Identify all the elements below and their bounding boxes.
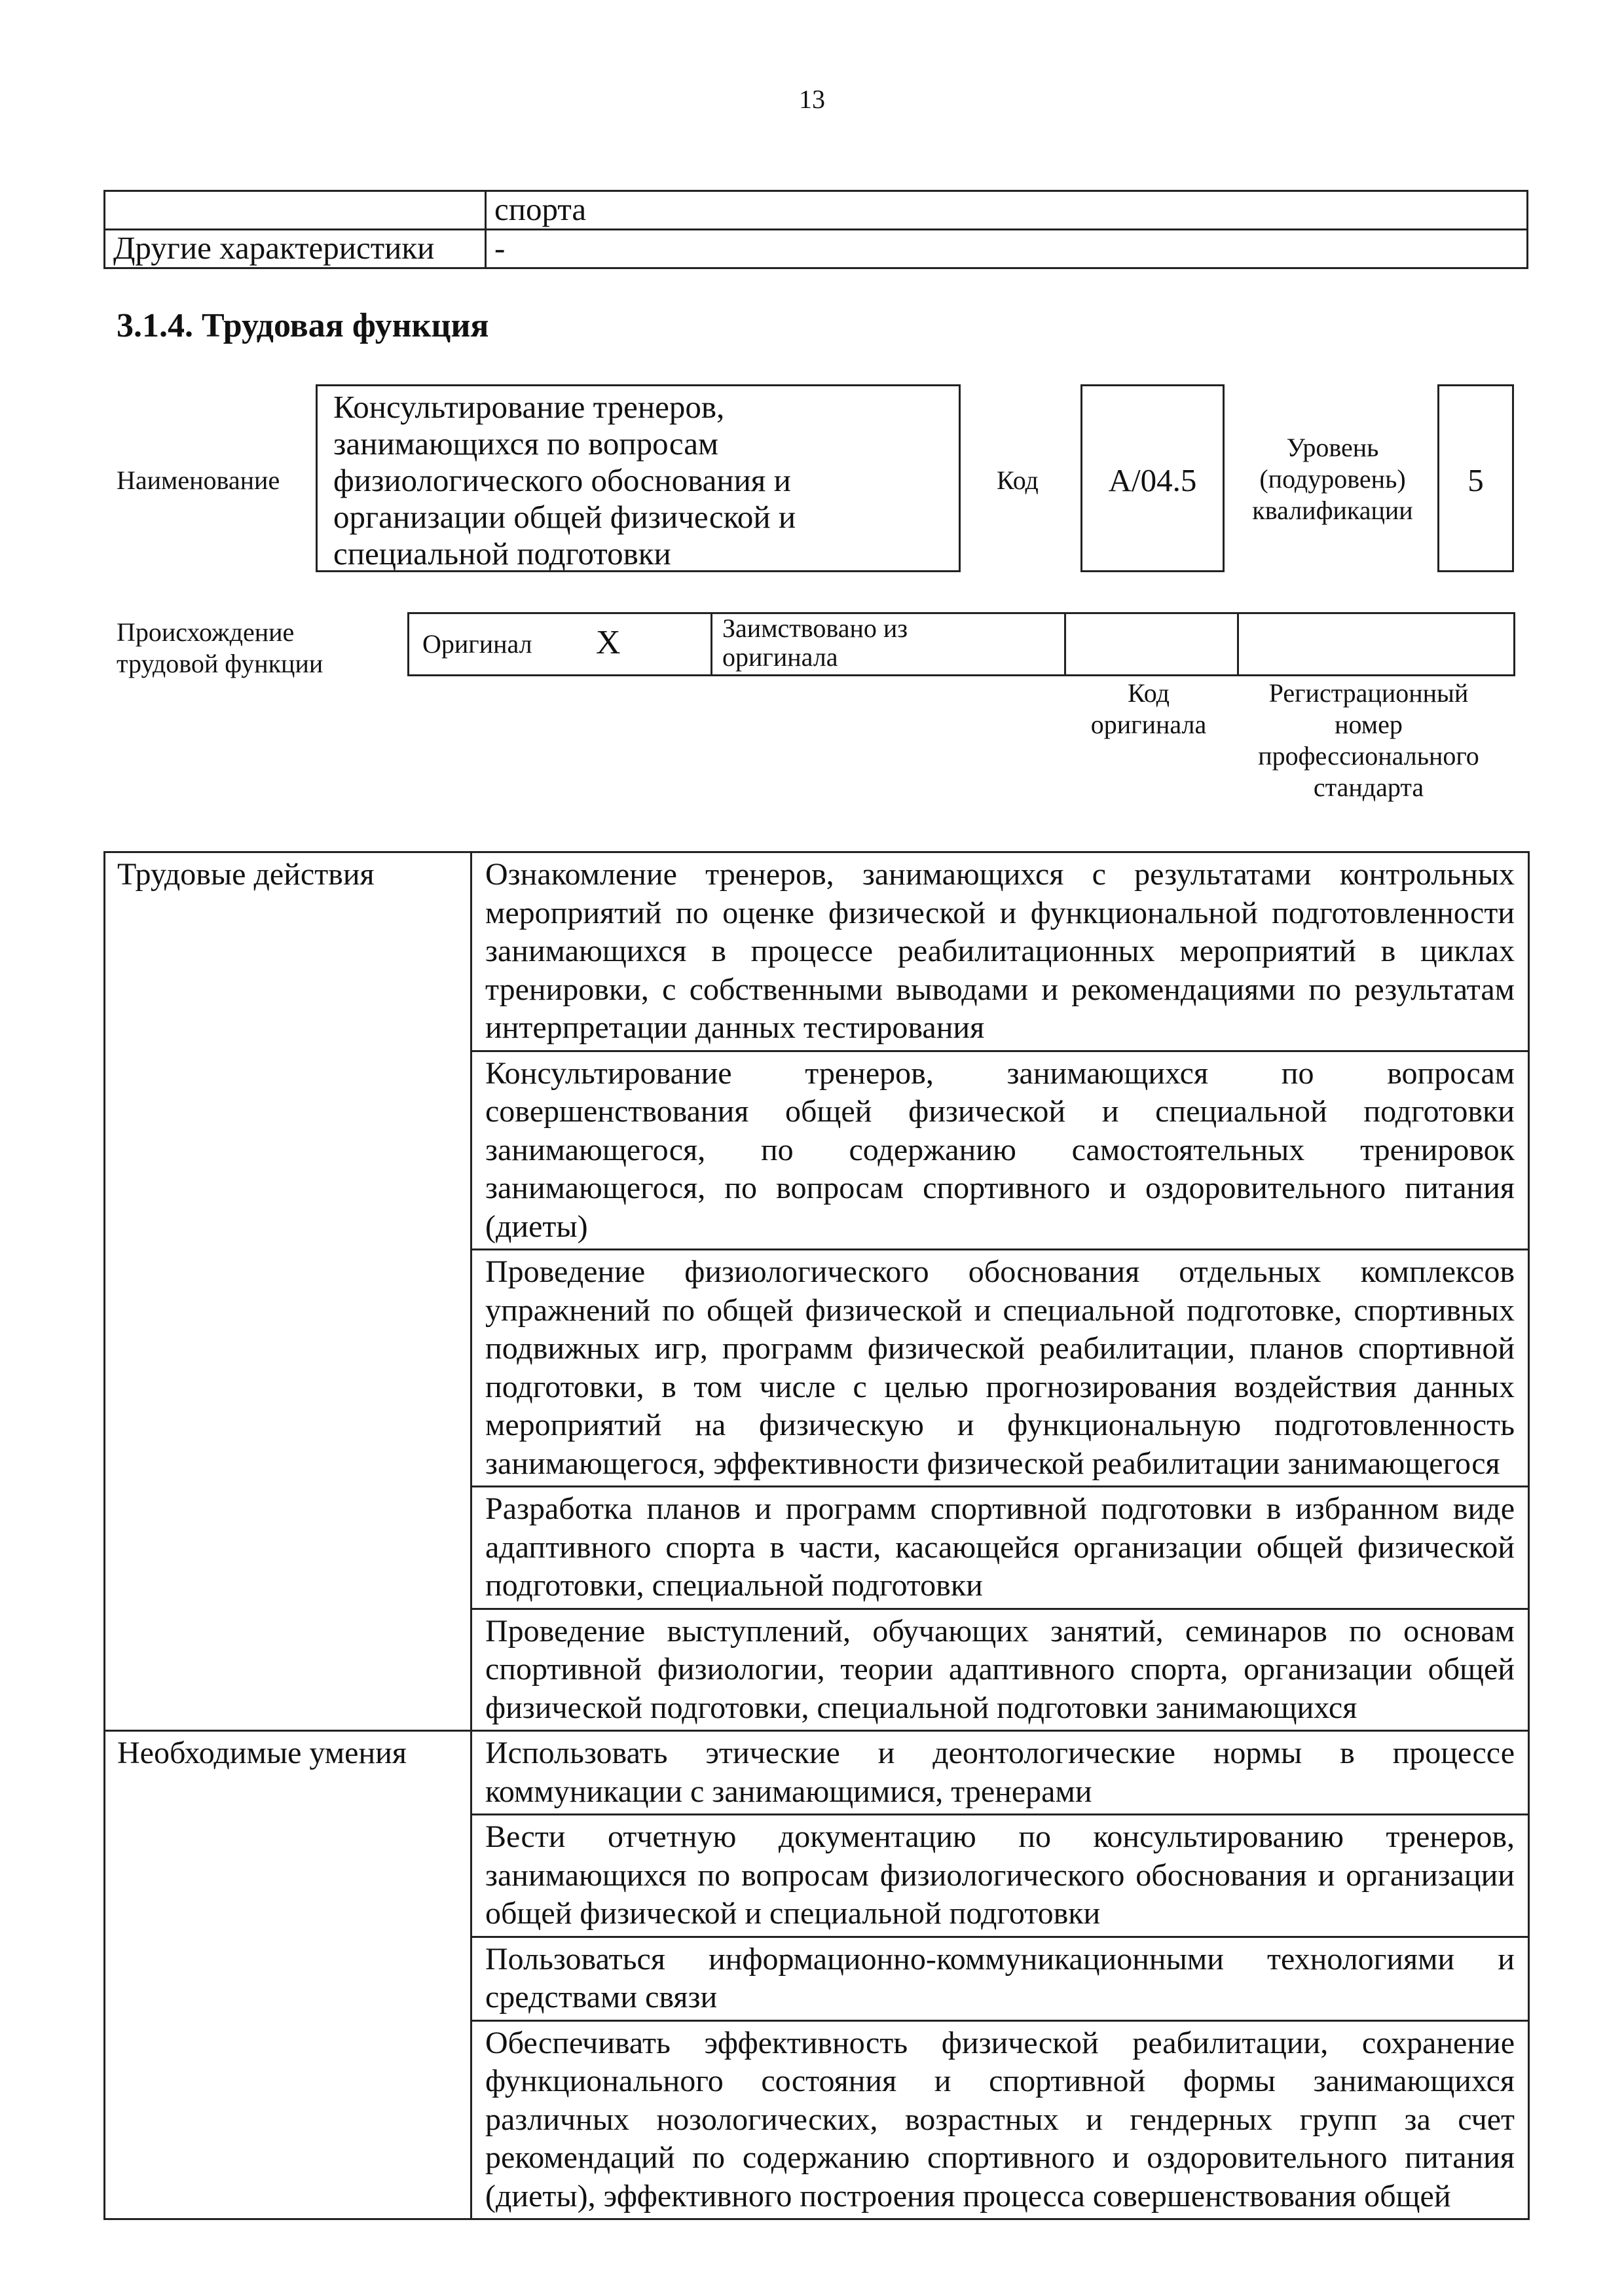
level-value: 5 bbox=[1467, 462, 1484, 498]
divider bbox=[1064, 614, 1066, 674]
code-value-box bbox=[1080, 384, 1225, 572]
labor-function-table bbox=[103, 851, 1530, 2220]
row1-value: спорта bbox=[486, 191, 1528, 230]
table-row bbox=[105, 852, 1529, 1051]
level-value-box bbox=[1437, 384, 1514, 572]
list-item: Обеспечивать эффективность физической реабилитации, сохранение функционального состояния и спортивной формы занимающихся различных нозологических, возрастных и гендерных групп за счет рекомендаций по содержанию спортивного и оздоровительного питания (диеты), эффективного построения процесса совершенствования общей bbox=[471, 2020, 1529, 2219]
table-row bbox=[105, 230, 1528, 268]
caption-original-code: Код оригинала bbox=[1090, 678, 1207, 739]
characteristics-table bbox=[103, 190, 1528, 269]
list-item: Вести отчетную документацию по консультированию тренеров, занимающихся по вопросам физиологического обоснования и организации общей физической и специальной подготовки bbox=[471, 1815, 1529, 1937]
other-characteristics-value: - bbox=[486, 230, 1528, 268]
list-item: Пользоваться информационно-коммуникационными технологиями и средствами связи bbox=[471, 1937, 1529, 2020]
section-title: 3.1.4. Трудовая функция bbox=[117, 307, 489, 344]
divider bbox=[710, 614, 712, 674]
code-value: А/04.5 bbox=[1108, 462, 1197, 498]
name-line: Консультирование тренеров, bbox=[333, 389, 725, 425]
borrowed-label: Заимствовано из оригинала bbox=[722, 613, 908, 672]
list-item: Проведение физиологического обоснования отдельных комплексов упражнений по общей физической и специальной подготовке, спортивных подвижных игр, программ физической реабилитации, планов спортивной подготовки, в том числе с целью прогнозирования воздействия данных мероприятий на физическую и функциональную подготовленность занимающегося, эффективности физической реабилитации занимающегося bbox=[471, 1250, 1529, 1487]
name-line: занимающихся по вопросам bbox=[333, 426, 718, 462]
table-row bbox=[105, 1731, 1529, 1815]
divider bbox=[1237, 614, 1239, 674]
name-line: специальной подготовки bbox=[333, 536, 671, 572]
origin-table bbox=[407, 612, 1515, 676]
origin-label: Происхождение трудовой функции bbox=[117, 617, 323, 678]
name-line: организации общей физической и bbox=[333, 499, 796, 535]
list-item: Консультирование тренеров, занимающихся по вопросам совершенствования общей физической и специальной подготовки занимающегося, по содержанию самостоятельных тренировок занимающегося, по вопросам спортивного и оздоровительного питания (диеты) bbox=[471, 1051, 1529, 1250]
list-item: Ознакомление тренеров, занимающихся с результатами контрольных мероприятий по оценке физической и функциональной подготовленности занимающихся в процессе реабилитационных мероприятий в циклах тренировки, с собственными выводами и рекомендациями по результатам интерпретации данных тестирования bbox=[471, 852, 1529, 1051]
original-label: Оригинал bbox=[422, 629, 532, 659]
code-label: Код bbox=[997, 465, 1039, 495]
section-label: Необходимые умения bbox=[105, 1731, 471, 2219]
page-number: 13 bbox=[799, 84, 825, 114]
list-item: Использовать этические и деонтологические нормы в процессе коммуникации с занимающимися, тренерами bbox=[471, 1731, 1529, 1815]
level-label: Уровень (подуровень) квалификации bbox=[1252, 433, 1413, 525]
section-label: Трудовые действия bbox=[105, 852, 471, 1731]
name-label: Наименование bbox=[117, 465, 280, 495]
other-characteristics-label: Другие характеристики bbox=[105, 230, 486, 268]
table-row bbox=[105, 191, 1528, 230]
original-mark: X bbox=[596, 624, 621, 661]
list-item: Проведение выступлений, обучающих занятий, семинаров по основам спортивной физиологии, теории адаптивного спорта, организации общей физической подготовки, специальной подготовки занимающихся bbox=[471, 1609, 1529, 1731]
name-value-box bbox=[316, 384, 961, 572]
name-line: физиологического обоснования и bbox=[333, 462, 791, 498]
caption-registration-number: Регистрационный номер профессионального стандарта bbox=[1258, 678, 1479, 802]
list-item: Разработка планов и программ спортивной подготовки в избранном виде адаптивного спорта в части, касающейся организации общей физической подготовки, специальной подготовки bbox=[471, 1487, 1529, 1609]
